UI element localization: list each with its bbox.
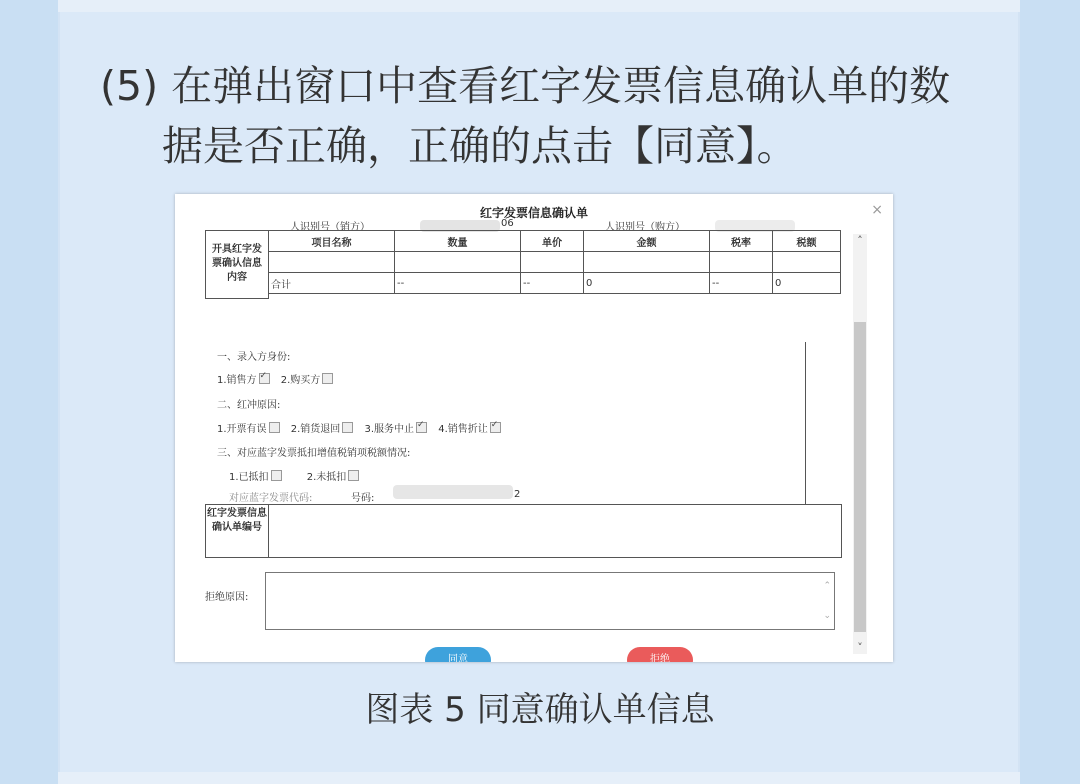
table-cell: -- [521, 273, 584, 294]
col-header: 税率 [710, 231, 773, 252]
heading-line-2: 据是否正确，正确的点击【同意】。 [162, 122, 798, 170]
checkbox-sales-discount[interactable] [490, 422, 501, 433]
table-cell: 合计 [269, 273, 395, 294]
section-2-options [217, 420, 509, 435]
chevron-up-icon[interactable]: ⌃ [823, 581, 831, 591]
option-label: 2.购买方 [280, 375, 321, 386]
checkbox-invoice-error[interactable] [269, 422, 280, 433]
options-panel [211, 342, 806, 505]
option-label: 2.未抵扣 [306, 472, 347, 483]
seller-id-label: 人识别号（销方） [290, 222, 370, 233]
option-label: 2.销货退回 [290, 424, 341, 435]
dialog-body [205, 218, 840, 662]
option-label: 1.已抵扣 [229, 472, 269, 483]
option-label: 1.开票有误 [217, 424, 267, 435]
heading-line-1: (5) 在弹出窗口中查看红字发票信息确认单的数 [100, 62, 951, 110]
dialog-title: 红字发票信息确认单 [479, 206, 588, 220]
confirm-number-label: 红字发票信息确认单编号 [206, 505, 269, 557]
col-header: 数量 [395, 231, 521, 252]
close-icon[interactable]: × [871, 202, 883, 218]
instruction-heading [100, 56, 1000, 176]
agree-button[interactable]: 同意 [425, 647, 491, 662]
col-header: 单价 [521, 231, 584, 252]
frame-top-strip [58, 0, 1020, 12]
checkbox-seller[interactable] [259, 373, 270, 384]
frame-bottom-strip [58, 772, 1020, 784]
table-cell: -- [395, 273, 521, 294]
number-label: 号码: [351, 493, 375, 504]
reject-reason-label: 拒绝原因: [205, 592, 249, 603]
figure-caption: 图表 5 同意确认单信息 [365, 690, 715, 730]
table-cell: 0 [584, 273, 710, 294]
blue-invoice-code-label: 对应蓝字发票代码: [229, 493, 313, 504]
table-cell: -- [710, 273, 773, 294]
option-label: 4.销售折让 [438, 424, 488, 435]
checkbox-not-deducted[interactable] [348, 470, 359, 481]
refuse-button[interactable]: 拒绝 [627, 647, 693, 662]
option-label: 1.销售方 [217, 375, 257, 386]
section-1-options [217, 371, 341, 386]
vertical-scrollbar[interactable] [853, 234, 867, 654]
col-header: 项目名称 [269, 231, 395, 252]
checkbox-deducted[interactable] [271, 470, 282, 481]
checkbox-service-stop[interactable] [416, 422, 427, 433]
table-total-row [206, 273, 841, 294]
col-header: 税额 [773, 231, 841, 252]
checkbox-buyer[interactable] [322, 373, 333, 384]
checkbox-goods-return[interactable] [342, 422, 353, 433]
scroll-down-icon[interactable]: ˅ [857, 641, 863, 654]
section-1-title: 一、录入方身份: [217, 352, 291, 363]
section-3-title: 三、对应蓝字发票抵扣增值税销项税额情况: [217, 448, 411, 459]
option-label: 3.服务中止 [364, 424, 415, 435]
redacted-number [393, 485, 513, 499]
buyer-id-label: 人识别号（购方） [605, 222, 685, 233]
id-row [205, 218, 840, 233]
table-row [206, 252, 841, 273]
table-cell: 0 [773, 273, 841, 294]
confirm-number-row [205, 504, 842, 558]
section-label: 开具红字发票确认信息内容 [206, 231, 269, 299]
section-2-title: 二、红冲原因: [217, 400, 281, 411]
table-header-row [206, 231, 841, 252]
scrollbar-thumb[interactable] [854, 322, 866, 632]
chevron-down-icon[interactable]: ⌄ [823, 611, 831, 621]
col-header: 金额 [584, 231, 710, 252]
reject-reason-textarea[interactable] [265, 572, 835, 630]
section-3-options [229, 468, 367, 483]
dialog-screenshot [175, 194, 893, 662]
scroll-up-icon[interactable]: ˄ [857, 234, 863, 247]
seller-id-fragment: 06 [501, 218, 514, 229]
number-fragment: 2 [514, 489, 521, 500]
invoice-table [205, 230, 841, 299]
